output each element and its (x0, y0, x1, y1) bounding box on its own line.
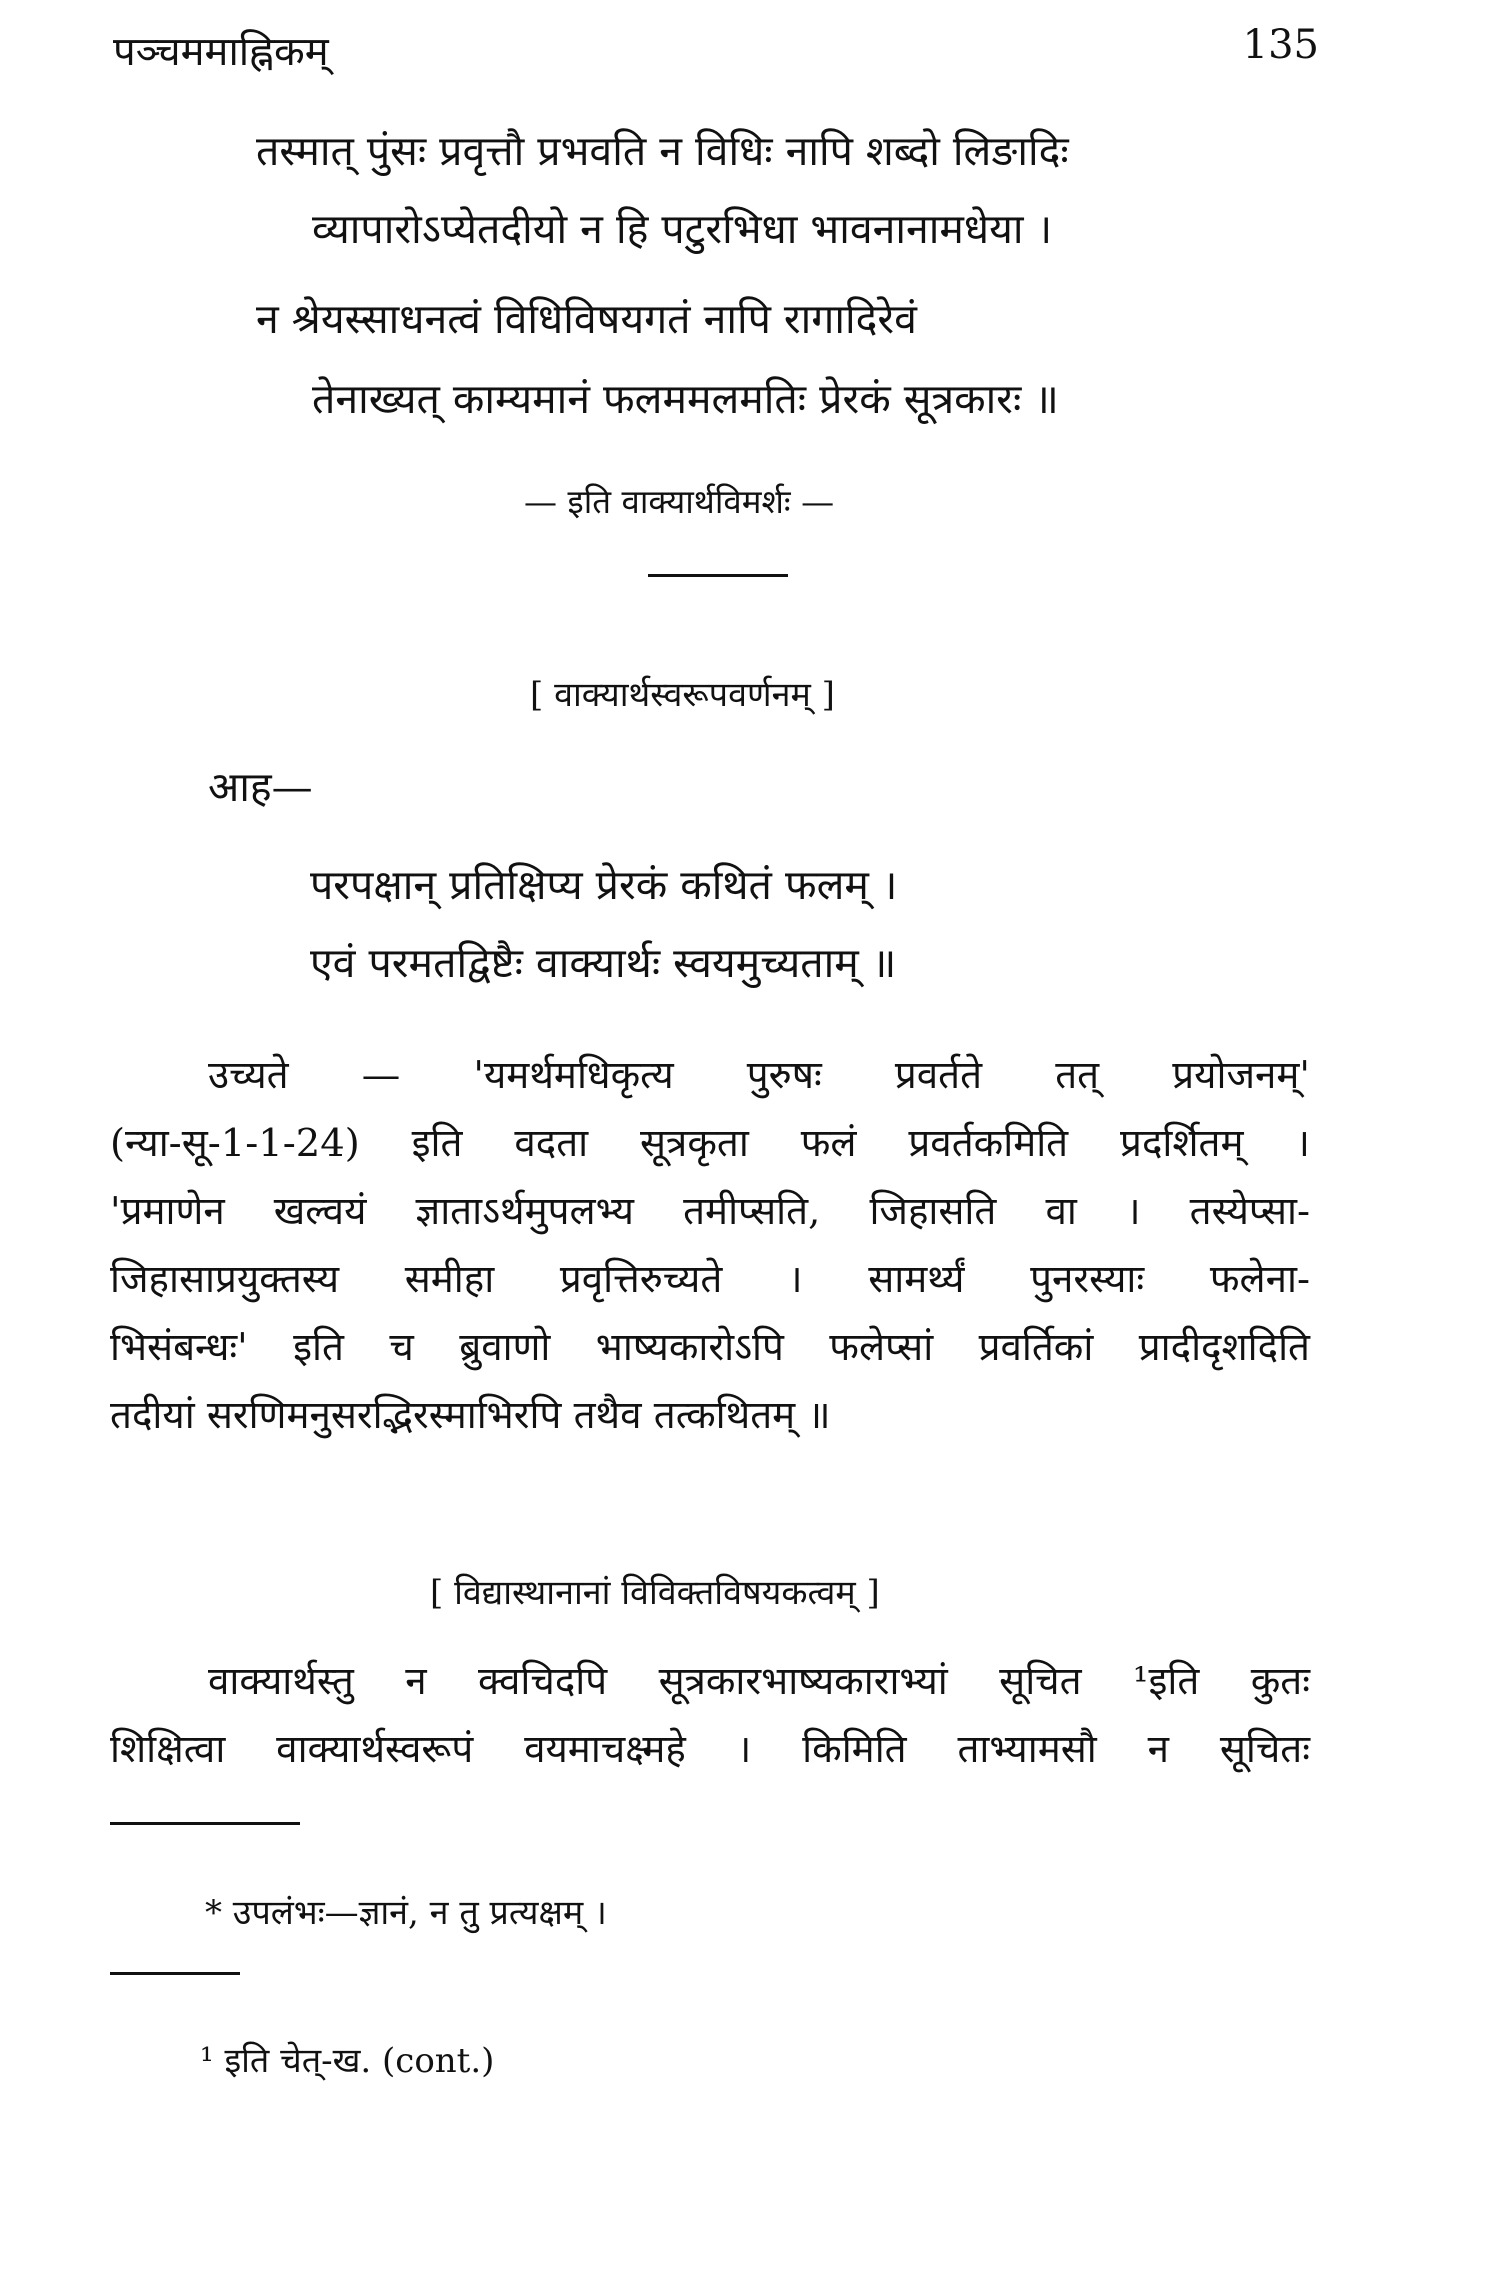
para1-line-1: उच्यते — 'यमर्थमधिकृत्य पुरुषः प्रवर्तते तत् प्रयोजनम्' (208, 1053, 1310, 1098)
para2-line-2: शिक्षित्वा वाक्यार्थस्वरूपं वयमाचक्ष्महे । किमिति ताभ्यामसौ न सूचितः (110, 1727, 1310, 1772)
section-divider (648, 574, 788, 577)
heading-vidyasthana: [ विद्यास्थानानां विविक्तविषयकत्वम् ] (430, 1573, 880, 1613)
aha-label: आह— (208, 763, 313, 811)
heading-vakyartha-svarupa: [ वाक्यार्थस्वरूपवर्णनम् ] (530, 675, 835, 715)
para1-line-3: 'प्रमाणेन खल्वयं ज्ञाताऽर्थमुपलभ्य तमीप्सति, जिहासति वा । तस्येप्सा- (110, 1189, 1310, 1234)
paragraph-vakyarthastu (110, 1648, 1310, 1784)
para2-line-1: वाक्यार्थस्तु न क्वचिदपि सूत्रकारभाष्यकाराभ्यां सूचित ¹इति कुतः (208, 1659, 1310, 1704)
footnote-star: * उपलंभः—ज्ञानं, न तु प्रत्यक्षम् । (205, 1893, 607, 1933)
verse1-line-4: तेनाख्यत् काम्यमानं फलममलमतिः प्रेरकं सूत्रकारः ॥ (312, 375, 1059, 423)
para1-line-2: (न्या-सू-1-1-24) इति वदता सूत्रकृता फलं प्रवर्तकमिति प्रदर्शितम् । (110, 1121, 1310, 1166)
verse1-line-3: न श्रेयस्साधनत्वं विधिविषयगतं नापि रागादिरेवं (256, 295, 917, 343)
footnote-1: ¹ इति चेत्-ख. (cont.) (200, 2041, 495, 2081)
footnote-rule-2 (110, 1972, 240, 1975)
verse1-line-1: तस्मात् पुंसः प्रवृत्तौ प्रभवति न विधिः नापि शब्दो लिङादिः (256, 127, 1069, 175)
verse2-line-1: परपक्षान् प्रतिक्षिप्य प्रेरकं कथितं फलम् । (310, 861, 898, 909)
verse1-line-2: व्यापारोऽप्येतदीयो न हि पटुरभिधा भावनानामधेया । (312, 205, 1053, 253)
para1-line-4: जिहासाप्रयुक्तस्य समीहा प्रवृत्तिरुच्यते । सामर्थ्यं पुनरस्याः फलेना- (110, 1257, 1310, 1302)
page-number: 135 (1242, 22, 1319, 68)
running-title: पञ्चममाह्निकम् (113, 29, 329, 75)
para1-line-6: तदीयां सरणिमनुसरद्भिरस्माभिरपि तथैव तत्कथितम् ॥ (110, 1393, 831, 1438)
para1-line-5: भिसंबन्धः' इति च ब्रुवाणो भाष्यकारोऽपि फलेप्सां प्रवर्तिकां प्रादीदृशदिति (110, 1325, 1310, 1370)
verse2-line-2: एवं परमतद्विष्टैः वाक्यार्थः स्वयमुच्यताम् ॥ (310, 939, 897, 987)
section-end-note: — इति वाक्यार्थविमर्शः — (524, 482, 835, 521)
footnote-rule-1 (110, 1822, 300, 1825)
paragraph-uchyate (110, 1042, 1310, 1450)
